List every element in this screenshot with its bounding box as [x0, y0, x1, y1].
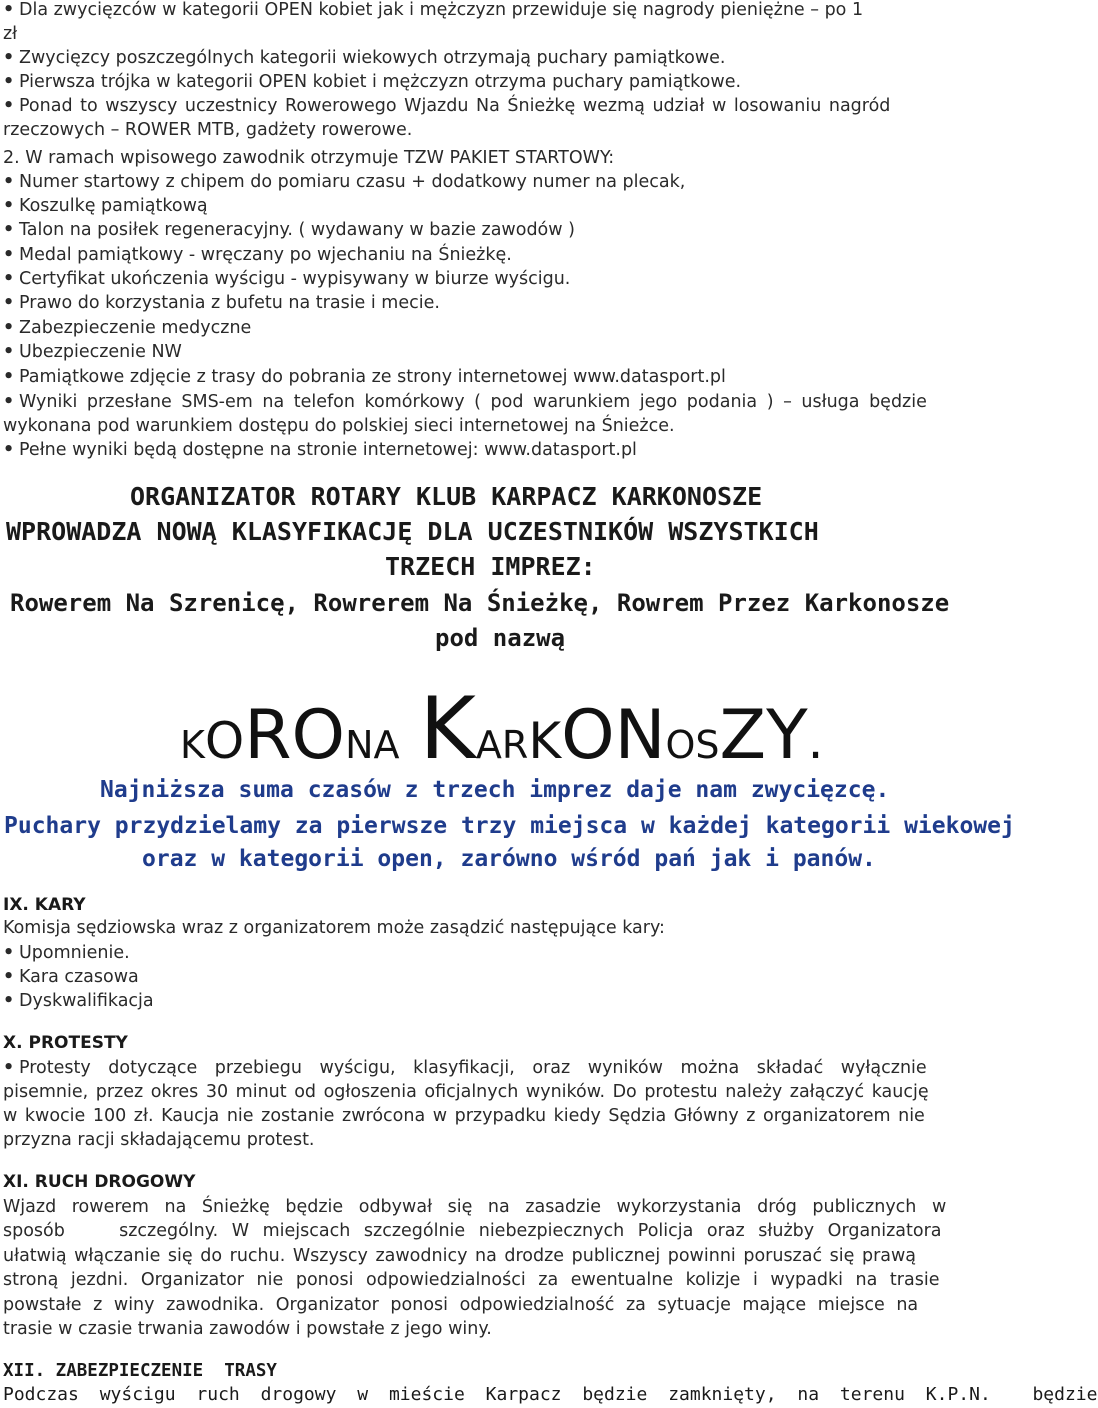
- prize-line-lottery-continued: rzeczowych – ROWER MTB, gadżety rowerowe.: [3, 120, 413, 140]
- section-heading-kary: IX. KARY: [3, 895, 86, 915]
- starter-pack-intro: 2. W ramach wpisowego zawodnik otrzymuje TZW PAKIET STARTOWY:: [3, 148, 615, 168]
- starter-pack-item: • Pamiątkowe zdjęcie z trasy do pobrania ze strony internetowej www.datasport.pl: [3, 365, 726, 389]
- protesty-text: w kwocie 100 zł. Kaucja nie zostanie zwrócona w przypadku kiedy Sędzia Główny z organizatorem nie: [3, 1106, 925, 1126]
- protesty-text: • Protesty dotyczące przebiegu wyścigu, klasyfikacji, oraz wyników można składać wyłącznie: [3, 1056, 1003, 1080]
- starter-pack-item: • Koszulkę pamiątkową: [3, 194, 208, 218]
- starter-pack-item: • Ubezpieczenie NW: [3, 340, 182, 364]
- starter-pack-item: • Talon na posiłek regeneracyjny. ( wydawany w bazie zawodów ): [3, 218, 575, 242]
- ruch-drogowy-text: Wjazd rowerem na Śnieżkę będzie odbywał się na zasadzie wykorzystania dróg publicznych w: [3, 1197, 947, 1217]
- classification-line-2: Puchary przydzielamy za pierwsze trzy miejsca w każdej kategorii wiekowej: [4, 813, 1015, 839]
- announcement-line-3: TRZECH IMPREZ:: [385, 552, 596, 581]
- announcement-line-4: Rowerem Na Szrenicę, Rowrerem Na Śnieżkę, Rowrem Przez Karkonosze: [10, 589, 950, 617]
- protesty-text: przyzna racji składającemu protest.: [3, 1130, 315, 1150]
- korona-letter: AR: [475, 723, 529, 767]
- starter-pack-item: • Medal pamiątkowy - wręczany po wjechaniu na Śnieżkę.: [3, 243, 512, 267]
- korona-letter: A: [373, 723, 400, 767]
- starter-pack-item: • Prawo do korzystania z bufetu na trasie i mecie.: [3, 291, 440, 315]
- prize-line-lottery: • Ponad to wszyscy uczestnicy Rowerowego Wjazdu Na Śnieżkę wezmą udział w losowaniu nagród: [3, 94, 890, 118]
- korona-letter: .: [807, 712, 824, 770]
- zabezpieczenie-text: Podczas wyścigu ruch drogowy w mieście Karpacz będzie zamknięty, na terenu K.P.N. będzie: [3, 1384, 1098, 1405]
- ruch-drogowy-text: ułatwią włączanie się do ruchu. Wszyscy zawodnicy na drodze publicznej powinni poruszać się prawą: [3, 1246, 917, 1266]
- starter-pack-item: • Certyfikat ukończenia wyścigu - wypisywany w biurze wyścigu.: [3, 267, 570, 291]
- prize-line-open: • Dla zwycięzców w kategorii OPEN kobiet jak i mężczyzn przewiduje się nagrody pieniężne – po 1: [3, 0, 863, 22]
- protesty-text: pisemnie, przez okres 30 minut od ogłoszenia oficjalnych wyników. Do protestu należy załączyć kaucję: [3, 1082, 929, 1102]
- kary-intro: Komisja sędziowska wraz z organizatorem może zasądzić następujące kary:: [3, 918, 665, 938]
- prize-line-age-category: • Zwycięzcy poszczególnych kategorii wiekowych otrzymają puchary pamiątkowe.: [3, 46, 725, 70]
- korona-letter: K: [419, 679, 476, 779]
- ruch-drogowy-text: powstałe z winy zawodnika. Organizator ponosi odpowiedzialność za sytuacje mające miejsce na: [3, 1295, 919, 1315]
- korona-letter: ZY: [719, 696, 808, 775]
- section-heading-zabezpieczenie: XII. ZABEZPIECZENIE TRASY: [3, 1361, 277, 1381]
- section-heading-ruch-drogowy: XI. RUCH DROGOWY: [3, 1172, 196, 1192]
- ruch-drogowy-text: sposób szczególny. W miejscach szczególnie niebezpiecznych Policja oraz służby Organizatora: [3, 1221, 942, 1241]
- starter-pack-item: • Zabezpieczenie medyczne: [3, 316, 251, 340]
- announcement-line-2: WPROWADZA NOWĄ KLASYFIKACJĘ DLA UCZESTNIKÓW WSZYSTKICH: [6, 517, 819, 546]
- announcement-line-5: pod nazwą: [435, 624, 566, 652]
- kary-item: • Dyskwalifikacja: [3, 989, 154, 1013]
- classification-line-3: oraz w kategorii open, zarówno wśród pań jak i panów.: [142, 846, 876, 872]
- korona-letter: O: [204, 712, 245, 770]
- korona-letter: RO: [244, 696, 346, 775]
- starter-pack-item: • Numer startowy z chipem do pomiaru czasu + dodatkowy numer na plecak,: [3, 170, 685, 194]
- kary-item: • Upomnienie.: [3, 941, 130, 965]
- prize-line-continued: zł: [3, 24, 18, 44]
- korona-letter: K: [528, 712, 562, 770]
- classification-line-1: Najniższa suma czasów z trzech imprez daje nam zwycięzcę.: [100, 777, 890, 803]
- section-heading-protesty: X. PROTESTY: [3, 1033, 128, 1053]
- korona-letter: N: [345, 723, 374, 767]
- ruch-drogowy-text: stroną jezdni. Organizator nie ponosi odpowiedzialności za ewentualne kolizje i wypadki na trasie: [3, 1270, 940, 1290]
- korona-letter: K: [180, 723, 205, 767]
- starter-pack-item: • Pełne wyniki będą dostępne na stronie internetowej: www.datasport.pl: [3, 438, 637, 462]
- starter-pack-item-continued: wykonana pod warunkiem dostępu do polskiej sieci internetowej na Śnieżce.: [3, 416, 675, 436]
- announcement-line-1: ORGANIZATOR ROTARY KLUB KARPACZ KARKONOSZE: [130, 482, 763, 511]
- kary-item: • Kara czasowa: [3, 965, 139, 989]
- prize-line-top-three: • Pierwsza trójka w kategorii OPEN kobiet i mężczyzn otrzyma puchary pamiątkowe.: [3, 70, 741, 94]
- ruch-drogowy-text: trasie w czasie trwania zawodów i powstałe z jego winy.: [3, 1319, 492, 1339]
- starter-pack-item: • Wyniki przesłane SMS-em na telefon komórkowy ( pod warunkiem jego podania ) – usługa będzie: [3, 390, 927, 414]
- korona-letter: OS: [665, 723, 720, 767]
- korona-letter: ON: [561, 696, 666, 775]
